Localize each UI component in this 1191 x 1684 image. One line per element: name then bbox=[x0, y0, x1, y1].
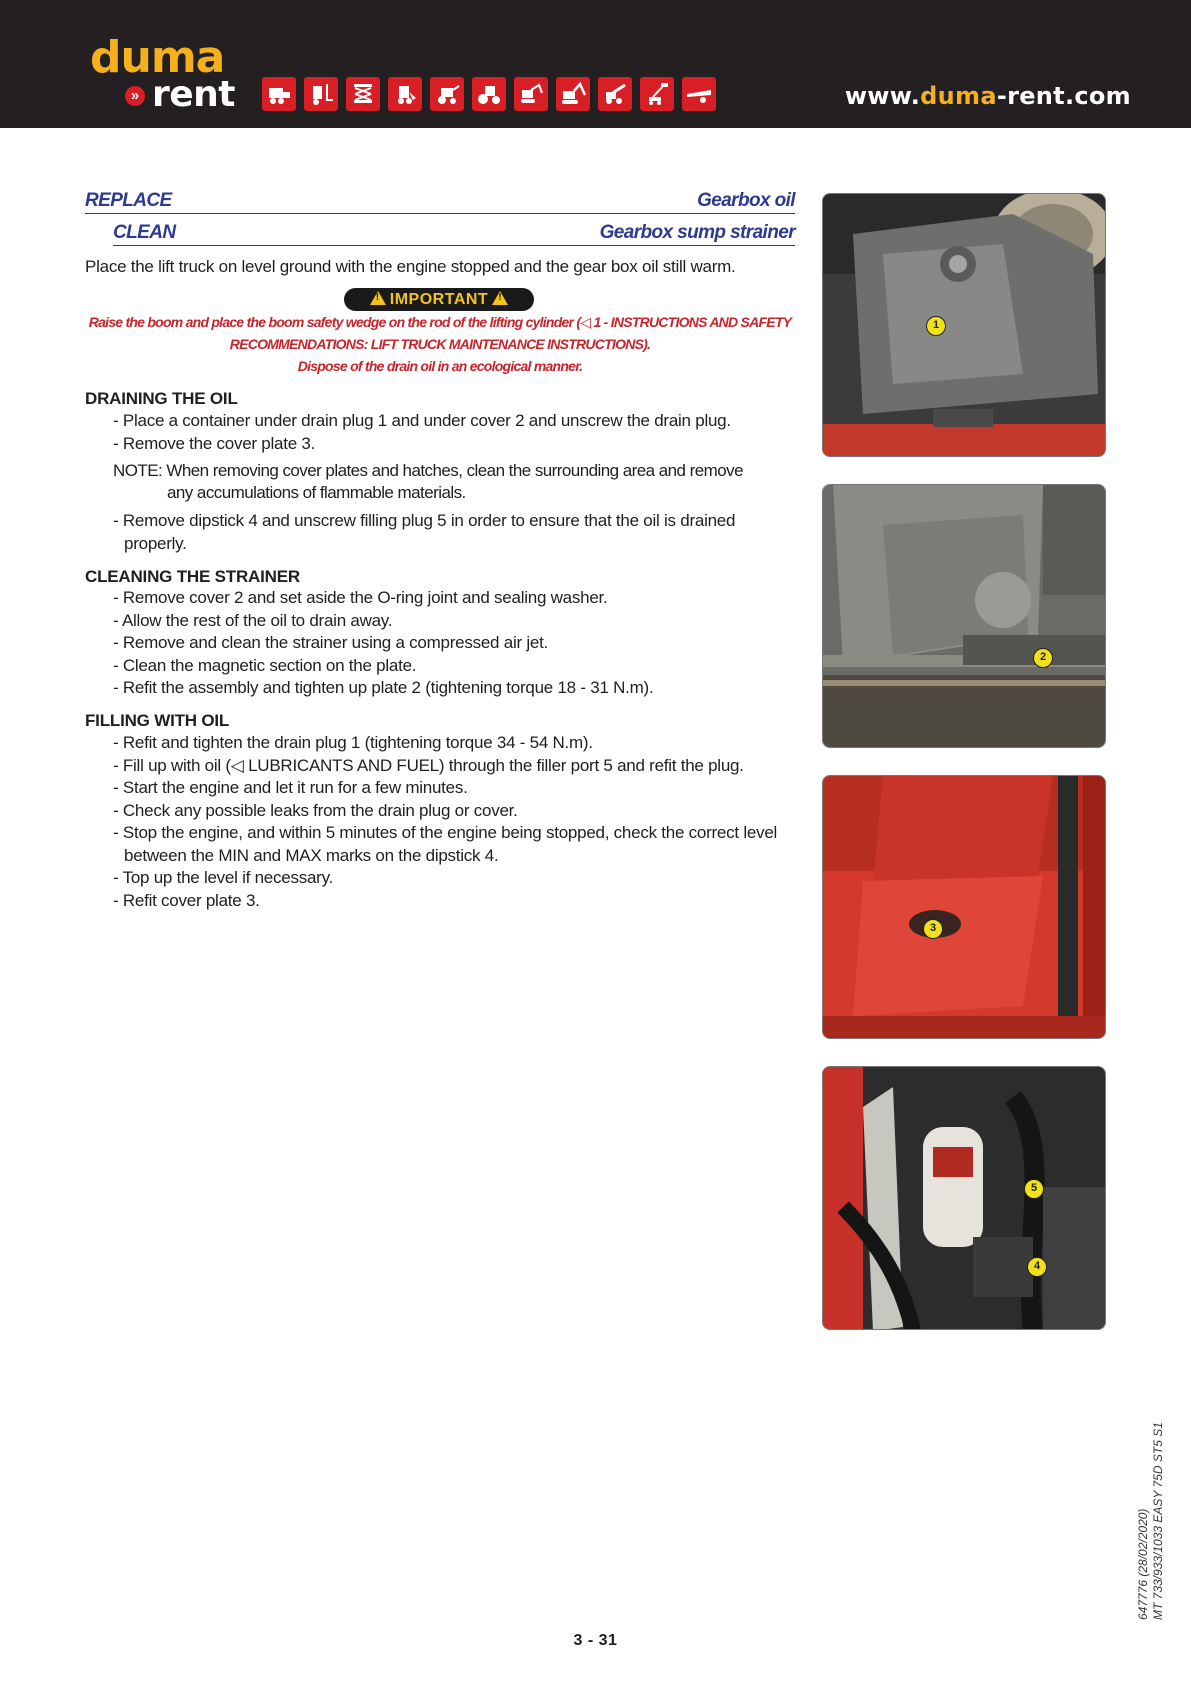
photo-drain-plug bbox=[822, 193, 1106, 457]
compact-loader-icon bbox=[388, 77, 422, 111]
section-heading-cleaning: CLEANING THE STRAINER bbox=[85, 567, 300, 586]
callout-5: 5 bbox=[1024, 1179, 1044, 1199]
roller-icon bbox=[472, 77, 506, 111]
title-item-sump-strainer: Gearbox sump strainer bbox=[599, 222, 795, 243]
important-note-line: Dispose of the drain oil in an ecological manner. bbox=[297, 358, 583, 374]
warning-icon bbox=[492, 291, 508, 305]
important-note-line: RECOMMENDATIONS: LIFT TRUCK MAINTENANCE INSTRUCTIONS). bbox=[229, 336, 651, 352]
list-item: - Clean the magnetic section on the plate. bbox=[113, 655, 417, 675]
website-suffix: -rent.com bbox=[996, 82, 1131, 110]
page-header bbox=[0, 0, 1191, 128]
important-label: IMPORTANT bbox=[389, 291, 489, 308]
callout-3: 3 bbox=[923, 919, 943, 939]
note-second-line: any accumulations of flammable materials. bbox=[167, 483, 466, 502]
callout-4: 4 bbox=[1027, 1257, 1047, 1277]
list-item: - Refit and tighten the drain plug 1 (tightening torque 34 - 54 N.m). bbox=[113, 733, 593, 752]
list-item: - Refit cover plate 3. bbox=[113, 890, 260, 910]
logo-arrow-icon: » bbox=[125, 86, 145, 106]
title-row-clean bbox=[113, 220, 795, 246]
duma-rent-logo[interactable] bbox=[90, 32, 240, 116]
machine-icon-strip bbox=[262, 77, 716, 111]
list-item: - Refit the assembly and tighten up plate 2 (tightening torque 18 - 31 N.m). bbox=[113, 678, 654, 697]
logo-text-duma: duma bbox=[90, 32, 225, 83]
doc-ref-line: 647776 (28/02/2020) bbox=[1136, 1508, 1150, 1620]
list-item: - Check any possible leaks from the drain plug or cover. bbox=[113, 800, 518, 820]
list-item: - Allow the rest of the oil to drain away. bbox=[113, 610, 393, 630]
excavator-icon bbox=[556, 77, 590, 111]
list-item: - Remove the cover plate 3. bbox=[113, 433, 316, 453]
scissor-lift-icon bbox=[346, 77, 380, 111]
boom-lift-icon bbox=[640, 77, 674, 111]
list-item: - Stop the engine, and within 5 minutes of the engine being stopped, check the correct level between the MIN and MAX marks on the dipstick 4. bbox=[113, 823, 778, 865]
list-item: - Place a container under drain plug 1 and under cover 2 and unscrew the drain plug. bbox=[113, 411, 731, 430]
title-action-replace: REPLACE bbox=[85, 190, 172, 211]
callout-2: 2 bbox=[1033, 648, 1053, 668]
title-row-replace bbox=[85, 188, 795, 214]
website-link[interactable] bbox=[845, 82, 1131, 110]
cleaning-steps bbox=[113, 587, 797, 700]
photo-cover bbox=[822, 484, 1106, 748]
mini-excavator-icon bbox=[514, 77, 548, 111]
section-heading-draining: DRAINING THE OIL bbox=[85, 389, 238, 408]
list-item: - Start the engine and let it run for a few minutes. bbox=[113, 778, 468, 797]
website-prefix: www. bbox=[844, 82, 921, 110]
website-accent: duma bbox=[920, 82, 997, 110]
photo-dipstick bbox=[822, 1066, 1106, 1330]
list-item: - Fill up with oil (◁ LUBRICANTS AND FUEL) through the filler port 5 and refit the plug. bbox=[113, 755, 744, 775]
document-reference bbox=[1136, 1420, 1166, 1620]
title-item-gearbox-oil: Gearbox oil bbox=[697, 190, 795, 211]
list-item: - Remove and clean the strainer using a compressed air jet. bbox=[113, 633, 549, 652]
callout-1: 1 bbox=[926, 316, 946, 336]
skid-steer-icon bbox=[262, 77, 296, 111]
note-first-line: NOTE: When removing cover plates and hatches, clean the surrounding area and remove bbox=[113, 461, 743, 480]
title-action-clean: CLEAN bbox=[113, 222, 176, 243]
intro-paragraph: Place the lift truck on level ground with the engine stopped and the gear box oil still warm. bbox=[85, 257, 736, 276]
draining-steps-after bbox=[113, 510, 797, 555]
filling-steps bbox=[113, 732, 797, 912]
important-note-line: Raise the boom and place the boom safety wedge on the rod of the lifting cylinder (◁ 1 - INSTRUCTIONS AND SAFETY bbox=[88, 314, 792, 330]
list-item: - Top up the level if necessary. bbox=[113, 868, 334, 887]
page-number: 3 - 31 bbox=[573, 1632, 618, 1649]
important-badge bbox=[344, 288, 534, 311]
draining-steps bbox=[113, 410, 797, 455]
list-item: - Remove dipstick 4 and unscrew filling plug 5 in order to ensure that the oil is drained properly. bbox=[113, 511, 736, 553]
important-note bbox=[85, 311, 795, 377]
list-item: - Remove cover 2 and set aside the O-ring joint and sealing washer. bbox=[113, 588, 608, 607]
backhoe-icon bbox=[430, 77, 464, 111]
note-paragraph bbox=[113, 460, 797, 504]
trailer-icon bbox=[682, 77, 716, 111]
logo-text-rent: rent bbox=[152, 74, 236, 115]
warning-icon bbox=[370, 291, 386, 305]
telehandler-icon bbox=[598, 77, 632, 111]
forklift-icon bbox=[304, 77, 338, 111]
photo-cover-plate bbox=[822, 775, 1106, 1039]
model-ref-line: MT 733/933/1033 EASY 75D ST5 S1 bbox=[1151, 1422, 1165, 1620]
section-heading-filling: FILLING WITH OIL bbox=[85, 711, 230, 730]
